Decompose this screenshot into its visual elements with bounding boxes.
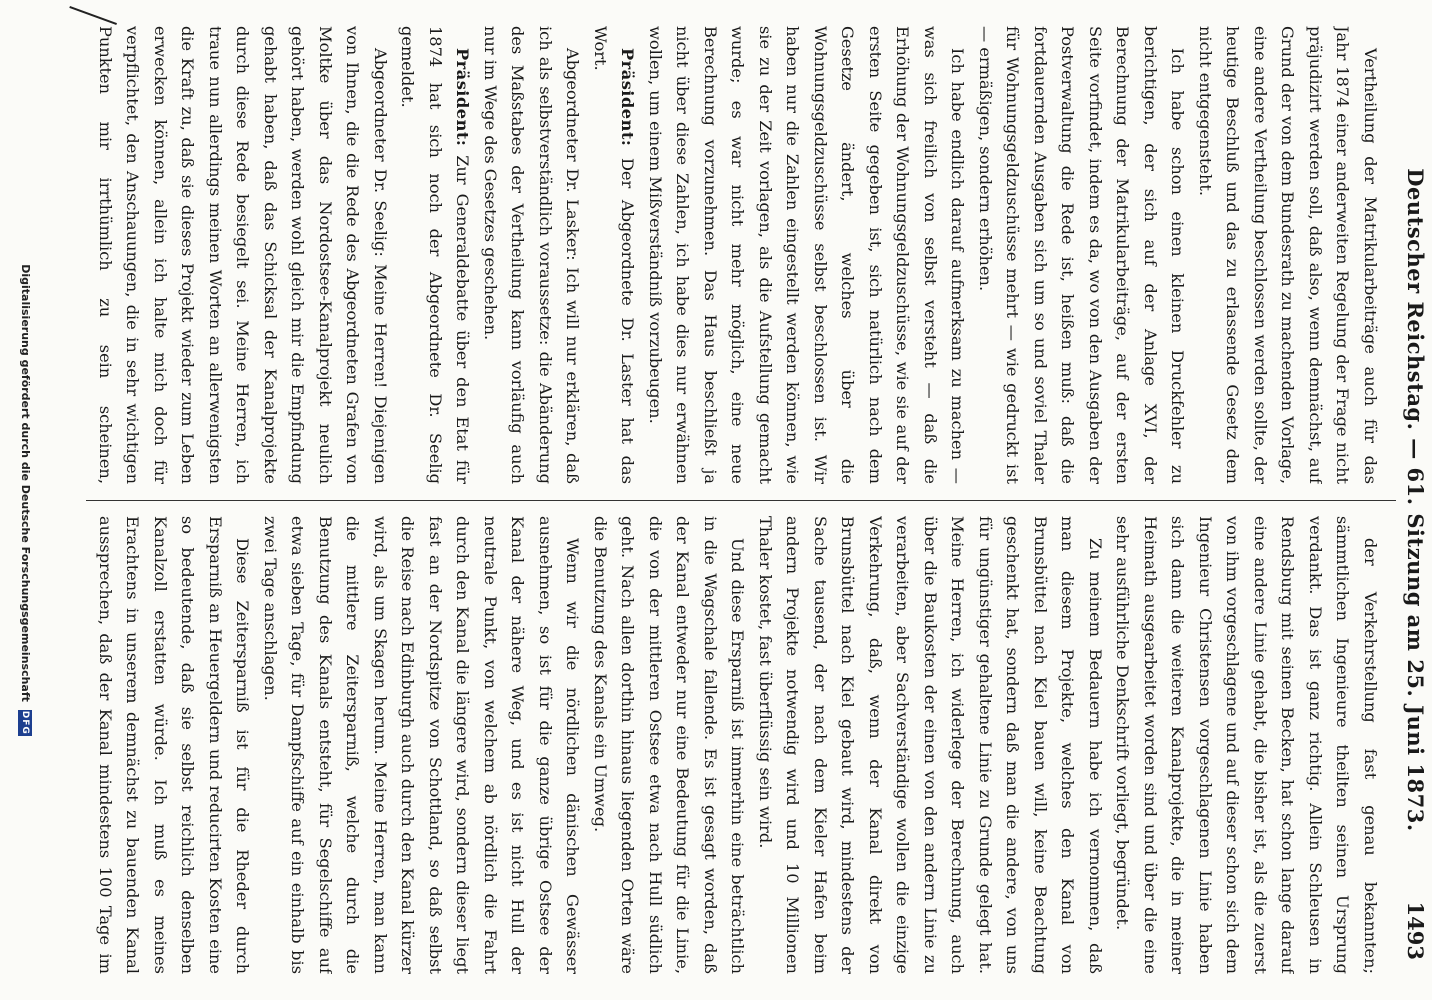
paragraph xyxy=(752,516,1110,974)
speaker-label: Präsident: xyxy=(618,48,638,147)
scan-mark xyxy=(69,6,117,25)
speaker-label: Präsident: xyxy=(453,48,473,147)
paragraph-text: Ich habe endlich darauf aufmerksam zu machen — was sich freilich von selbst versteht — daß die Erhöhung der Wohnungsgeldzuschüsse, wie sie auf der ersten Seite gegeben ist, sich natürlich nach dem Gesetze ändert, welches über die Wohnungsgeldzuschüsse selbst beschlossen ist. Wir haben nur die Zahlen eingestellt werden können, wie sie zu der Zeit vorlagen, als die Aufstellung gemacht wurde; es war nicht mehr möglich, eine neue Berechnung vorzunehmen. Das Haus beschließt ja nicht über diese Zahlen, ich habe dies nur erwähnen wollen, um einem Mißverständniß vorzubeugen. xyxy=(646,26,968,484)
paragraph xyxy=(642,26,972,484)
paragraph xyxy=(94,516,257,974)
paragraph-text: Zur Generaldebatte über den Etat für 1874 hat sich noch der Abgeordnete Dr. Seelig gemeldet. xyxy=(398,26,473,484)
paragraph xyxy=(1109,516,1384,974)
paragraph-text: der Verkehrstellung fast genau bekannten; sämmtlichen Ingenieure theilten seinen Ursprung verdankt. Das ist ganz richtig. Allein Schleusen in Rendsburg mit seinen Becken, hat schon lange darauf eine andere Linie gehabt, die bisher ist, als die zuerst von ihm vorgeschlagene und auf dieser schon sich dem Ingenieur Christensen vorgeschlagenen Linie haben sich dann die weiteren Kanalprojekte, die in meiner Heimath ausgearbeitet worden sind und über die eine sehr ausführliche Denkschrift vorliegt, begründet. xyxy=(1113,516,1380,974)
paragraph-text: Wenn wir die nördlichen dänischen Gewässer ausnehmen, so ist für die ganze übrige Ostsee der Kanal der nähere Weg, und es ist nicht Hull der neutrale Punkt, von welchem ab nördlich die Fahrt durch den Kanal die längere wird, sondern dieser liegt fast an der Nordspitze von Schottland, so daß selbst die Reise nach Edinburgh auch durch den Kanal kürzer wird, als um Skagen herum. Meine Herren, man kann die mittlere Zeitersparniß, welche durch die Benutzung des Kanals entsteht, für Segelschiffe auf etwa sieben Tage, für Dampfschiffe auf ein einhalb bis zwei Tage anschlagen. xyxy=(261,516,583,974)
paragraph xyxy=(587,516,752,974)
paragraph xyxy=(972,26,1192,484)
paragraph xyxy=(94,26,394,484)
right-column xyxy=(94,516,1384,974)
paragraph-text: Und diese Ersparniß ist immerhin eine beträchtlich in die Wagschale fallende. Es ist gesagt worden, daß der Kanal entweder nur eine Bedeutung für die Linie, die von der mittleren Ostsee etwa nach Hull südlich geht. Nach allen dorthin hinaus liegenden Orten wäre die Benutzung des Kanals ein Umweg. xyxy=(591,516,748,974)
paragraph-text: Abgeordneter Dr. Seelig: Meine Herren! Diejenigen von Ihnen, die die Rede des Abgeordneten Grafen von Moltke über das Nordostsee-Kanalprojekt neulich gehört haben, werden wohl gleich mir die Empfindung gehabt haben, daß das Schicksal der Kanalprojekte durch diese Rede besiegelt sei. Meine Herren, ich traue nun allerdings meinen Worten an allerwenigsten die Kraft zu, daß sie dieses Projekt wieder zum Leben erwecken können, allein ich halte mich doch für verpflichtet, den Anschauungen, die in sehr wichtigen Punkten mir irrthümlich zu sein scheinen, xyxy=(96,26,390,484)
paragraph-text: Vertheilung der Matrikularbeiträge auch für das Jahr 1874 einer anderweiten Regelung der Frage nicht präjudizirt werden soll, daß also, wenn demnächst, auf Grund der von dem Bundesrath zu machenden Vorlage, eine andere Vertheilung beschlossen werden sollte, der heutige Beschluß und das zu erlassende Gesetz dem nicht entgegensteht. xyxy=(1196,26,1380,484)
paragraph-text: Zu meinem Bedauern habe ich vernommen, daß man diesem Projekte, welches den Kanal von Brunsbüttel nach Kiel bauen will, keine Beachtung geschenkt hat, sondern daß man die andere, von uns für ungünstiger gehaltene Linie zu Grunde gelegt hat. Meine Herren, ich widerlege der Berechnung, auch über die Baukosten der einen von den andern Linie zu verarbeiten, aber Sachverständige wollen die einzige Verkehrung, daß, wenn der Kanal direkt von Brunsbüttel nach Kiel gebaut wird, mindestens der Sache tausend, der nach dem Kieler Hafen beim andern Projekte notwendig wird und 10 Millionen Thaler kostet, fast überflüssig sein wird. xyxy=(756,516,1105,974)
paragraph-text: Ich habe schon einen kleinen Druckfehler zu berichtigen, der sich auf der Anlage XVI, der Berechnung der Matrikularbeiträge, auf der ersten Seite vorfindet, indem es da, wo von den Ausgaben der Postverwaltung die Rede ist, heißen muß: daß die fortdauernden Ausgaben sich um so und soviel Thaler für Wohnungsgeldzuschüsse mehrt — wie gedruckt ist — ermäßigen, sondern erhöhen. xyxy=(976,26,1188,484)
page-header xyxy=(1400,40,1428,960)
digitization-footer xyxy=(8,0,32,1000)
column-divider xyxy=(86,500,1396,501)
page-title: Deutscher Reichstag. — 61. Sitzung am 25. Juni 1873. xyxy=(1403,168,1428,832)
footer-credit: Digitalisierung gefördert durch die Deutsche Forschungsgemeinschaft xyxy=(19,264,32,702)
page-number: 1493 xyxy=(1403,901,1428,960)
paragraph-text: Der Abgeordnete Dr. Laster hat das Wort. xyxy=(591,26,638,484)
paragraph xyxy=(587,26,642,484)
paragraph xyxy=(394,26,477,484)
paragraph xyxy=(257,516,587,974)
left-column xyxy=(94,26,1384,484)
dfg-logo-icon: DFG xyxy=(20,710,30,735)
paragraph-text: Abgeordneter Dr. Lasker: Ich will nur erklären, daß ich als selbstverständlich voraussetze: die Abänderung des Maßstabes der Vertheilung kann vorläufig auch nur im Wege des Gesetzes geschehen. xyxy=(481,26,583,484)
paragraph xyxy=(477,26,587,484)
paragraph xyxy=(1192,26,1385,484)
paragraph-text: Diese Zeitersparniß ist für die Rheder durch Ersparniß an Heuergeldern und reducirten Kosten eine so bedeutende, daß sie selbst reichlich denselben Kanalzoll erstatten würde. Ich muß es meines Erachtens in unserem demnächst zu bauenden Kanal aussprechen, daß der Kanal mindestens 100 Tage im xyxy=(96,516,253,974)
